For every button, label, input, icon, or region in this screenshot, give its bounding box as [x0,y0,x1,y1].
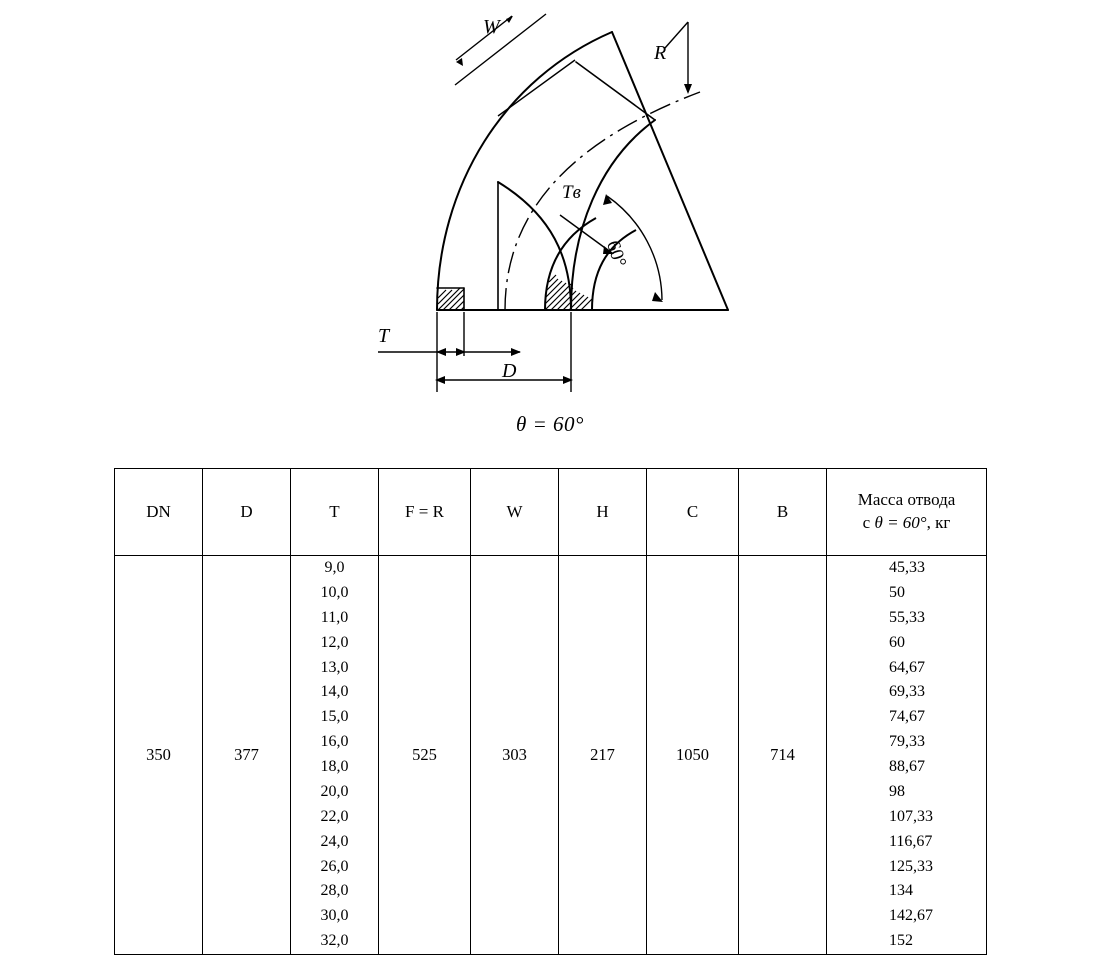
mass-value: 45,33 [889,559,925,576]
table-body [115,556,987,955]
table-header [115,469,987,556]
mass-value: 125,33 [889,857,933,875]
t-value: 14,0 [320,683,349,701]
mass-value: 98 [889,782,905,800]
mass-value: 88,67 [889,758,925,775]
header-w: W [471,469,559,556]
t-value: 24,0 [320,832,349,850]
header-mass [827,469,987,556]
cell-d: 377 [203,556,291,955]
label-angle-60: 60° [602,238,631,270]
t-value: 15,0 [320,708,349,726]
t-value: 20,0 [320,782,349,800]
elbow-technical-drawing [0,0,1100,455]
mass-value: 69,33 [889,683,925,701]
label-tv: Tв [562,182,581,203]
cut-wall-line [576,62,655,120]
mass-value: 134 [889,882,913,900]
mass-value: 64,67 [889,658,925,676]
label-r: R [654,42,667,64]
label-d: D [502,360,517,382]
inner-bore-arc [571,120,655,310]
header-f-r: F = R [379,469,471,556]
label-w: W [483,16,500,38]
outer-arc [437,32,612,310]
mass-value: 107,33 [889,807,933,825]
t-value: 9,0 [324,559,345,576]
specification-table-wrapper [114,468,986,955]
t-value: 18,0 [320,758,349,775]
center-axis-dashdot [505,92,700,310]
t-value: 32,0 [320,932,349,950]
mass-value: 74,67 [889,708,925,726]
t-value: 11,0 [320,608,349,626]
t-value: 26,0 [320,857,349,875]
cell-f-r: 525 [379,556,471,955]
t-value: 22,0 [320,807,349,825]
header-h: H [559,469,647,556]
angled-end-face [612,32,728,310]
table-row [115,556,987,955]
mass-value: 116,67 [889,832,933,850]
cell-mass-list [827,556,987,955]
mass-value: 50 [889,583,905,601]
header-t: T [291,469,379,556]
elbow-drawing-svg [0,0,1100,455]
cell-b: 714 [739,556,827,955]
header-mass-suffix: , кг [926,513,951,532]
theta-caption: θ = 60° [516,412,584,436]
mass-value: 55,33 [889,608,925,626]
cell-w: 303 [471,556,559,955]
header-mass-line2 [827,512,986,535]
mass-values-list [827,556,986,954]
hatch-left [438,288,464,310]
mass-value: 60 [889,633,905,651]
t-value: 28,0 [320,882,349,900]
t-value: 30,0 [320,907,349,925]
cell-c: 1050 [647,556,739,955]
cell-t-list [291,556,379,955]
cell-h: 217 [559,556,647,955]
mass-value: 142,67 [889,907,933,925]
dimension-t [378,348,521,356]
header-dn: DN [115,469,203,556]
mass-value: 152 [889,932,913,950]
inner-left-arc [498,182,571,310]
header-d: D [203,469,291,556]
cell-dn: 350 [115,556,203,955]
label-t: T [378,325,390,347]
dimension-r [665,22,692,94]
header-b: B [739,469,827,556]
t-values-list [291,556,378,954]
specification-table [114,468,987,955]
t-value: 13,0 [320,658,349,676]
header-mass-theta: θ = 60° [874,513,927,532]
header-c: C [647,469,739,556]
header-mass-line1: Масса отвода [857,490,956,510]
header-mass-prefix: с [862,513,875,532]
mass-value: 79,33 [889,733,925,751]
t-value: 10,0 [320,583,349,601]
t-value: 12,0 [320,633,349,651]
t-value: 16,0 [320,733,349,751]
table-header-row [115,469,987,556]
